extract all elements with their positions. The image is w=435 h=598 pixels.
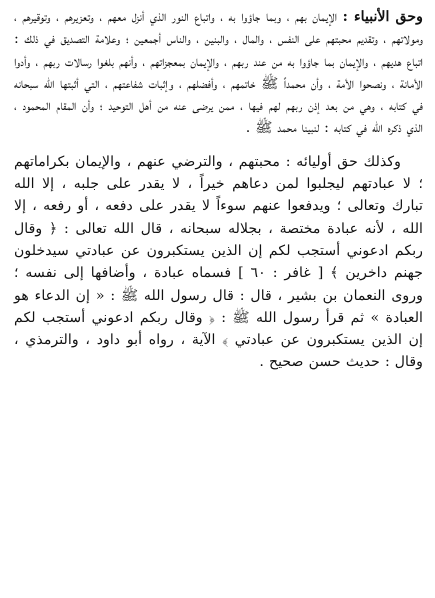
paragraph-prophets-rights xyxy=(14,6,423,140)
paragraph-heading: وحق الأنبياء : xyxy=(342,9,424,25)
paragraph-saints-rights xyxy=(14,151,423,374)
paragraph-text: وكذلك حق أوليائه : محبتهم ، والترضي عنهم ، والإيمان بكراماتهم ؛ لا عبادتهم ليجلبوا لمن دعاهم خيراً ، لا يقدر على جلبه ، إلا الله تبارك وتعالى ؛ ويدفعوا عنهم سوءاً لا يقدر على دفعه ، أو رفعه ، إلا الله ، لأنه عبادة مختصة ، بجلاله سبحانه ، قال الله تعالى : ﴿ وقال ربكم ادعوني أستجب لكم إن الذين يستكبرون عن عبادتي سيدخلون جهنم داخرين ﴾ [ غافر : ٦٠ ] فسماه عبادة ، وأضافها إلى نفسه ؛ وروى النعمان بن بشير ، قال : قال رسول الله ﷺ : « إن الدعاء هو العبادة » ثم قرأ رسول الله ﷺ : ﴿ وقال ربكم ادعوني أستجب لكم إن الذين يستكبرون عن عبادتي ﴾ الآية ، رواه أبو داود ، والترمذي ، وقال : حديث حسن صحيح . xyxy=(14,153,423,371)
paragraph-text: الإيمان بهم ، وبما جاؤوا به ، واتباع النور الذي أنزل معهم ، وتعزيرهم ، وتوقيرهم ، ومولاتهم ، وتقديم محبتهم على النفس ، والمال ، والبنين ، والناس أجمعين ؛ وعلامة التصديق في ذلك : اتباع هديهم ، والإيمان بما جاؤوا به من عند ربهم ، والإيمان بمعجزاتهم ، وأنهم بلغوا رسالات ربهم ، وأدوا الأمانة ، ونصحوا الأمة ، وأن محمداً ﷺ خاتمهم ، وأفضلهم ، وإثبات شفاعتهم ، التي أثبتها الله سبحانه في كتابه ، وهي من بعد إذن ربهم لهم فيها ، ممن يرضى عنه من أهل التوحيد ؛ وأن المقام المحمود ، الذي ذكره الله في كتابه : لنبينا محمد ﷺ . xyxy=(14,9,423,137)
